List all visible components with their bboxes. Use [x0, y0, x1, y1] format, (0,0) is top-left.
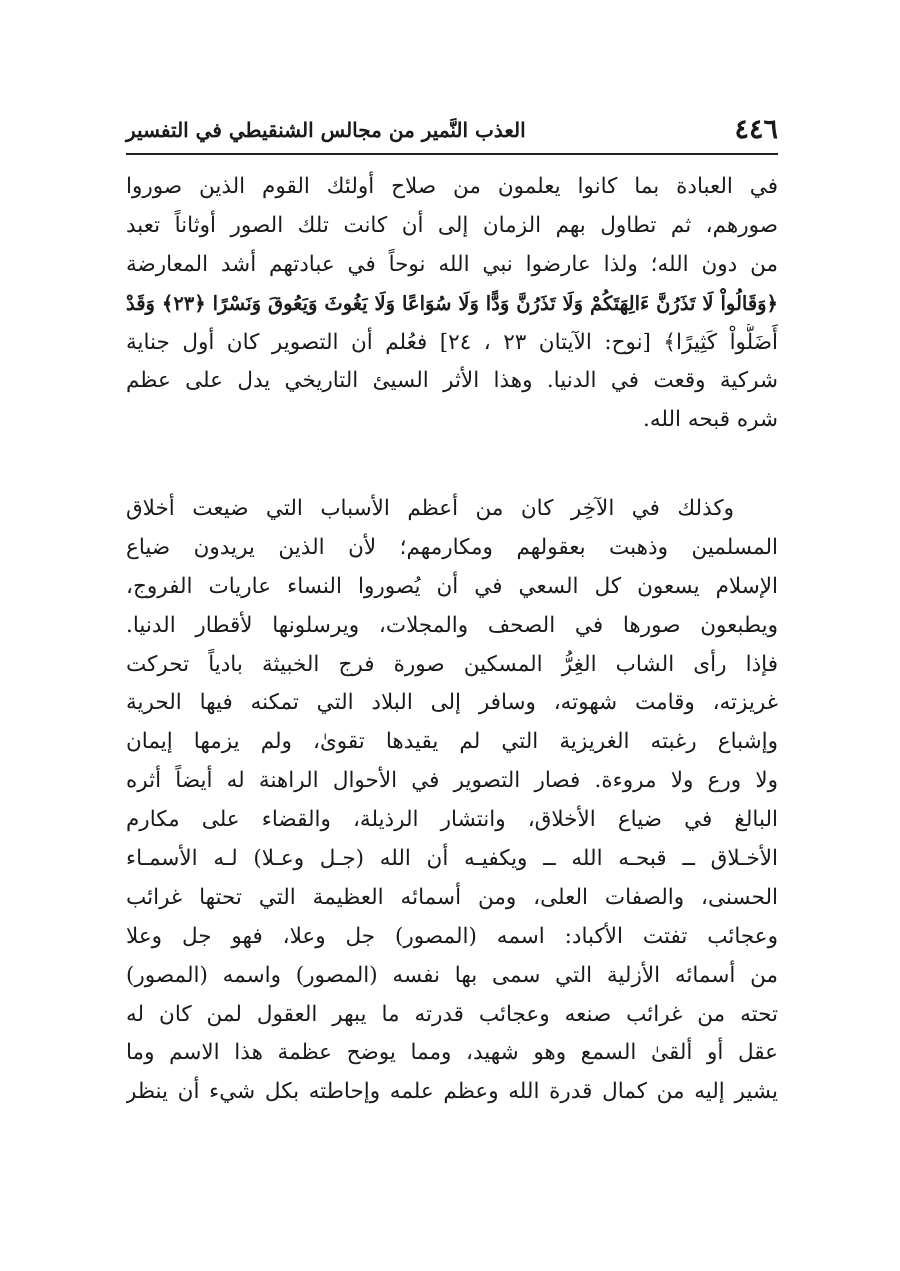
text-line: وكذلك في الآخِر كان من أعظم الأسباب التي ضيعت أخلاق	[126, 496, 734, 521]
running-title: العذب النَّمير من مجالس الشنقيطي في التفسير	[126, 118, 526, 142]
text-line: شره قبحه الله.	[643, 407, 778, 433]
page-number: ٤٤٦	[734, 114, 778, 145]
text-line: الحسنى، والصفات العلى، ومن أسمائه العظيمة التي تحتها غرائب	[126, 884, 778, 910]
text-line: فإذا رأى الشاب الغِرُّ المسكين صورة فرج الخبيثة بادياً تحركت	[126, 651, 778, 677]
text-line: عقل أو ألقىٰ السمع وهو شهيد، ومما يوضح عظمة هذا الاسم وما	[126, 1040, 778, 1066]
text-line: الإسلام يسعون كل السعي في أن يُصوروا النساء عاريات الفروج،	[126, 573, 778, 599]
text-line: غريزته، وقامت شهوته، وسافر إلى البلاد التي تمكنه فيها الحرية	[126, 690, 778, 716]
page-header	[126, 112, 778, 152]
text-line: في العبادة بما كانوا يعلمون من صلاح أولئك القوم الذين صوروا	[126, 174, 778, 199]
header-rule	[126, 153, 778, 155]
paragraph-2	[126, 490, 778, 1112]
text-line: الأخـلاق ــ قبحـه الله ــ ويكفيـه أن الله (جـل وعـلا) لـه الأسمـاء	[126, 846, 778, 872]
text-line: يشير إليه من كمال قدرة الله وعظم علمه وإحاطته بكل شيء أن ينظر	[126, 1079, 778, 1105]
paragraph-1	[126, 168, 778, 440]
text-line: وإشباع رغبته الغريزية التي لم يقيدها تقوىٰ، ولم يزمها إيمان	[126, 729, 778, 755]
text-line: من دون الله؛ ولذا عارضوا نبي الله نوحاً في عبادتهم أشد المعارضة	[126, 251, 778, 277]
text-line: شركية وقعت في الدنيا. وهذا الأثر السيئ التاريخي يدل على عظم	[126, 368, 778, 394]
text-line: من أسمائه الأزلية التي سمى بها نفسه (المصور) واسمه (المصور)	[126, 962, 778, 988]
text-line: تحته من غرائب صنعه وعجائب قدرته ما يبهر العقول لمن كان له	[126, 1001, 778, 1027]
text-line: ولا ورع ولا مروءة. فصار التصوير في الأحوال الراهنة له أيضاً أثره	[126, 768, 778, 794]
text-line: البالغ في ضياع الأخلاق، وانتشار الرذيلة، والقضاء على مكارم	[126, 807, 778, 833]
text-line: وعجائب تفتت الأكباد: اسمه (المصور) جل وعلا، فهو جل وعلا	[126, 923, 778, 949]
text-line: ويطبعون صورها في الصحف والمجلات، ويرسلونها لأقطار الدنيا.	[126, 612, 778, 638]
text-line: صورهم، ثم تطاول بهم الزمان إلى أن كانت تلك الصور أوثاناً تعبد	[126, 212, 778, 238]
text-line: المسلمين وذهبت بعقولهم ومكارمهم؛ لأن الذين يريدون ضياع	[126, 534, 778, 560]
quran-verse-line: ﴿وَقَالُواْ لَا تَذَرُنَّ ءَالِهَتَكُمْ وَلَا تَذَرُنَّ وَدًّا وَلَا سُوَاعًا وَلَا يَغُوثَ وَيَعُوقَ وَنَسْرًا ﴿٢٣﴾ وَقَدْ	[126, 291, 778, 315]
text-line: أَضَلُّواْ كَثِيرًا﴾ [نوح: الآيتان ٢٣ ، ٢٤] فعُلم أن التصوير كان أول جناية	[126, 329, 778, 355]
